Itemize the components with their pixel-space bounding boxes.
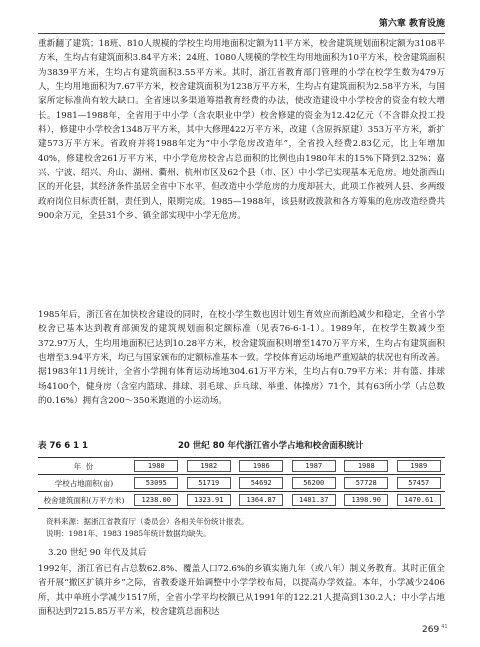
- year-cell: 1989: [397, 460, 441, 472]
- table-caption: [38, 439, 445, 453]
- table-cell: 57728: [344, 477, 388, 489]
- chapter-header: 第六章 教育设施: [378, 19, 445, 29]
- year-cell: 1988: [344, 460, 388, 472]
- table-cell: 1470.61: [397, 494, 441, 506]
- header-rule: [38, 33, 445, 34]
- year-cell: 1982: [187, 460, 231, 472]
- table-row: [38, 492, 445, 509]
- table-row: [38, 475, 445, 492]
- table-cell: 53095: [134, 477, 178, 489]
- year-cell: 1987: [292, 460, 336, 472]
- table-cell: 1401.37: [292, 494, 336, 506]
- page-number-sub: 41: [441, 624, 448, 630]
- row-label: 校舍建筑面积(万平方米): [38, 492, 130, 509]
- table-cell: 51719: [187, 477, 231, 489]
- remark-note: 说明：1981年、1983 1985年统计数据均缺失。: [46, 529, 211, 538]
- page-number: [422, 624, 448, 635]
- page-number-value: 269: [422, 625, 440, 635]
- paragraph-3: 1992年，浙江省已有占总数62.8%、覆盖人口72.6%的乡镇实施九年（或八年）制义务教育。其时正值全省开展“撤区扩镇并乡”之际，省教委遂开始调整中小学学校布局，以提高办学效益。本年，小学减少2406所，其中单班小学减少1517所，全省小学平均校额已从1991年的122.21人提高到130.2人；中小学占地面积达到7215.85万平方米，校舍建筑总面积达: [38, 564, 445, 618]
- table-title: 20 世纪 80 年代浙江省小学占地和校舍面积统计: [178, 441, 364, 451]
- year-label-cell: 年 份: [38, 458, 130, 475]
- paragraph-2: 1985年后，浙江省在加快校舍建设的同时，在校小学生数也因计划生育效应而渐趋减少和稳定，全省小学校舍已基本达到教育部颁发的建筑规划面积定额标准（见表76-6-1-1）。1989年，在校学生数减少至372.97万人，生均用地面积已达到10.28平方米，校舍建筑面积则增至1470万平方米，生均占有建筑面积也增至3.94平方米，均已与国家颁布的定额标准基本一致。学校体育运动场地严重短缺的状况也有所改善。据1983年11月统计，全省小学拥有体育运动场地304.61万平方米，生均占有0.79平方米；并有篮、排球场4100个，健身房（含室内篮球、排球、羽毛球、乒乓球、举重、体操房）71个，其有63所小学（占总数的0.16%）拥有含200～350米跑道的小运动场。: [38, 310, 445, 407]
- table-cell: 57457: [397, 477, 441, 489]
- table-cell: 1323.91: [187, 494, 231, 506]
- table-cell: 1398.90: [344, 494, 388, 506]
- table-number: 表 76 6 1 1: [38, 441, 88, 451]
- year-cell: 1980: [134, 460, 178, 472]
- source-note: 资料来源：据浙江省教育厅（委员会）各相关年份统计报表。: [46, 517, 249, 526]
- paragraph-1: 重新翻了建筑；18班、810人规模的学校生均用地面积定额为11平方米，校舍建筑规划面积定额为3108平方米，生均占有建筑面积3.84平方米；24班、1080人规模的学校生均用地面积为10平方米，校舍建筑面积为3839平方米，生均占有建筑面积3.55平方米。其时，浙江省教育部门管理的小学在校学生数为479万人，生均用地面积为7.67平方米，校舍建筑面积为1238万平方米，生均占有建筑面积为2.58平方米，与国家所定标准尚有较大缺口。全省速以多渠道筹措教育经费的办法，使改造建设中小学校舍的资金有较大增长。1981—1988年，全省用于中小学（含农职业中学）校舍修建的资金为12.42亿元（不含群众投工投料），修建中小学校舍1348万平方米，其中大修理422万平方米，改建（含原拆原建）353万平方米，新扩建573万平方米。省政府并将1988年定为“中小学危房改造年”，全省投入经费2.83亿元，比上年增加40%，修建校舍261万平方米，中小学危房校舍占总面积的比例也由1980年末的15%下降到2.32%；嘉兴、宁波、绍兴、舟山、湖州、衢州、杭州市区及62个县（市、区）中小学已实现基本无危房。地处浙西山区的开化县，其经济条件虽居全省中下水平，但改造中小学危房的力度却甚大，此项工作被列人县、乡两级政府岗位目标责任制，责任到人，限期完成。1985—1988年，该县财政拨款和各方筹集的危房改造经费共900余万元，全县31个乡、镇全部实现中小学无危房。: [38, 39, 445, 222]
- table-cell: 1364.87: [239, 494, 283, 506]
- table-cell: 56200: [292, 477, 336, 489]
- year-cell: 1986: [239, 460, 283, 472]
- statistics-table: [38, 457, 445, 509]
- row-label: 学校占地面积(亩): [38, 475, 130, 492]
- table-cell: 54692: [239, 477, 283, 489]
- table-notes: [46, 516, 445, 540]
- table-header-row: [38, 458, 445, 475]
- table-cell: 1238.00: [134, 494, 178, 506]
- section-heading: 3.20 世纪 90 年代及其后: [48, 548, 147, 558]
